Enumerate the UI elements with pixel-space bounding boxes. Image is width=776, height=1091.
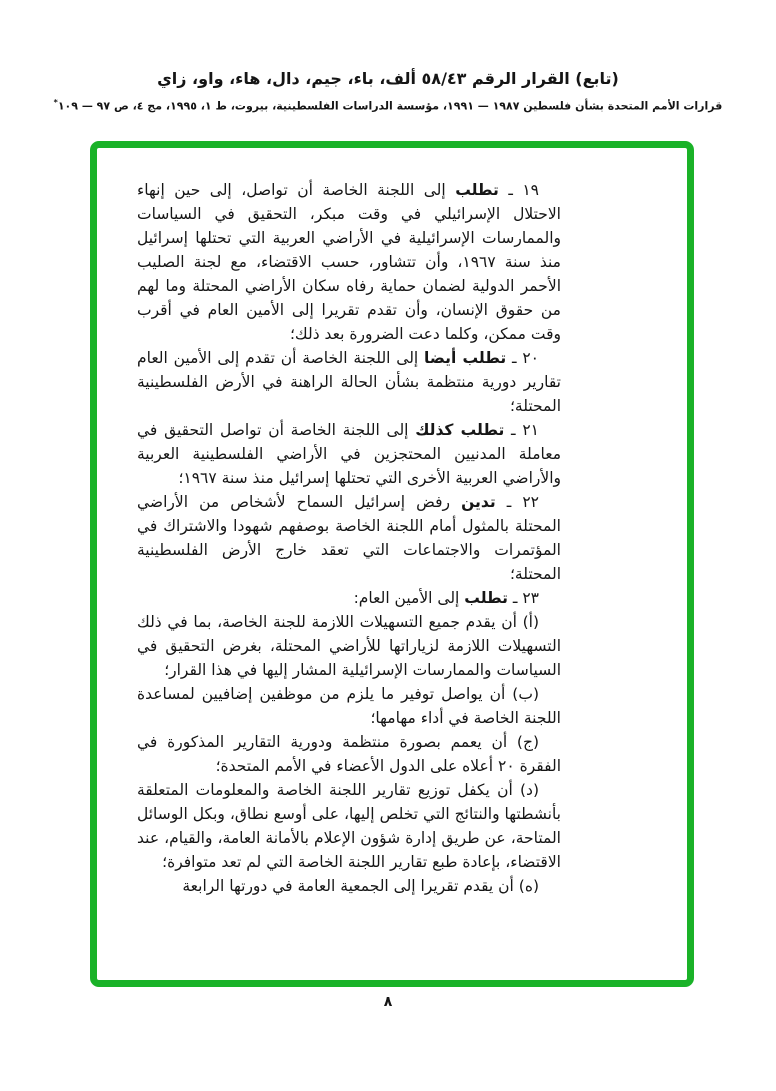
paragraph-number: ٢٣ ـ	[507, 589, 539, 607]
subparagraph-letter: (أ)	[516, 613, 539, 631]
paragraph-number: ٢١ ـ	[504, 421, 539, 439]
paragraph-text: أن يكفل توزيع تقارير اللجنة الخاصة والمعلومات المتعلقة بأنشطتها والنتائج التي تخلص إليها، على أوسع نطاق، وبكل الوسائل المتاحة، عن طريق إدارة شؤون الإعلام بالأمانة العامة، والقيام، عند الاقتضاء، بإعادة طبع تقارير اللجنة الخاصة التي لم تعد متوافرة؛	[137, 781, 561, 871]
operative-verb: تدين	[461, 493, 496, 511]
paragraph-23	[137, 586, 561, 610]
operative-verb: تطلب أيضا	[424, 349, 507, 367]
paragraph-22	[137, 490, 561, 586]
operative-verb: تطلب	[455, 181, 499, 199]
subparagraph-letter: (ج)	[507, 733, 539, 751]
resolution-title: (تابع) القرار الرقم ٥٨/٤٣ ألف، باء، جيم، دال، هاء، واو، زاي	[157, 69, 619, 88]
source-citation	[0, 95, 776, 115]
paragraph-text: أن يقدم جميع التسهيلات اللازمة للجنة الخاصة، بما في ذلك التسهيلات اللازمة لزياراتها للأراضي المحتلة، بغرض التحقيق في السياسات والممارسات الإسرائيلية المشار إليها في هذا القرار؛	[137, 613, 561, 679]
paragraph-number: ٢٠ ـ	[506, 349, 539, 367]
operative-verb: تطلب كذلك	[415, 421, 505, 439]
page-header	[0, 68, 776, 115]
subparagraph-c	[137, 730, 561, 778]
paragraph-number: ١٩ ـ	[498, 181, 540, 199]
paragraph-text: إلى اللجنة الخاصة أن تواصل، إلى حين إنهاء الاحتلال الإسرائيلي في وقت مبكر، التحقيق في السياسات والممارسات الإسرائيلية في الأراضي العربية التي تحتلها إسرائيل منذ سنة ١٩٦٧، وأن تتشاور، حسب الاقتضاء، مع لجنة الصليب الأحمر الدولية لضمان حماية رفاه سكان الأراضي المحتلة وما لهم من حقوق الإنسان، وأن تقدم تقريرا إلى الأمين العام في أقرب وقت ممكن، وكلما دعت الضرورة بعد ذلك؛	[137, 181, 561, 343]
green-border-frame	[90, 141, 694, 987]
paragraph-text: أن يقدم تقريرا إلى الجمعية العامة في دورتها الرابعة	[182, 877, 514, 895]
paragraph-text: إلى اللجنة الخاصة أن تقدم إلى الأمين العام تقارير دورية منتظمة بشأن الحالة الراهنة في الأرض الفلسطينية المحتلة؛	[137, 349, 561, 415]
operative-verb: تطلب	[464, 589, 508, 607]
paragraph-text: رفض إسرائيل السماح لأشخاص من الأراضي المحتلة بالمثول أمام اللجنة الخاصة بوصفهم شهودا والاشتراك في المؤتمرات والاجتماعات التي تعقد خارج الأرض الفلسطينية المحتلة؛	[137, 493, 561, 583]
page-footer	[0, 994, 776, 1010]
paragraph-text: إلى الأمين العام:	[353, 589, 465, 607]
paragraph-20	[137, 346, 561, 418]
paragraph-number: ٢٢ ـ	[495, 493, 539, 511]
subparagraph-b	[137, 682, 561, 730]
subparagraph-e	[137, 874, 561, 898]
source-citation-text: قرارات الأمم المتحدة بشأن فلسطين ١٩٨٧ — ١٩٩١، مؤسسة الدراسات الفلسطينية، بيروت، ط ١، ١٩٩٥، مج ٤، ص ٩٧ — ١٠٩	[57, 99, 723, 113]
subparagraph-a	[137, 610, 561, 682]
resolution-body	[137, 178, 561, 898]
footnote-mark: *	[53, 98, 58, 107]
paragraph-text: أن يعمم بصورة منتظمة ودورية التقارير المذكورة في الفقرة ٢٠ أعلاه على الدول الأعضاء في الأمم المتحدة؛	[137, 733, 561, 775]
paragraph-21	[137, 418, 561, 490]
subparagraph-letter: (ه)	[513, 877, 539, 895]
subparagraph-d	[137, 778, 561, 874]
paragraph-19	[137, 178, 561, 346]
page-number: ٨	[383, 994, 393, 1010]
paragraph-text: أن يواصل توفير ما يلزم من موظفين إضافيين لمساعدة اللجنة الخاصة في أداء مهامها؛	[137, 685, 561, 727]
subparagraph-letter: (د)	[512, 781, 539, 799]
subparagraph-letter: (ب)	[505, 685, 539, 703]
paragraph-text: إلى اللجنة الخاصة أن تواصل التحقيق في معاملة المدنيين المحتجزين في الأراضي الفلسطينية العربية والأراضي العربية الأخرى التي تحتلها إسرائيل منذ سنة ١٩٦٧؛	[137, 421, 561, 487]
